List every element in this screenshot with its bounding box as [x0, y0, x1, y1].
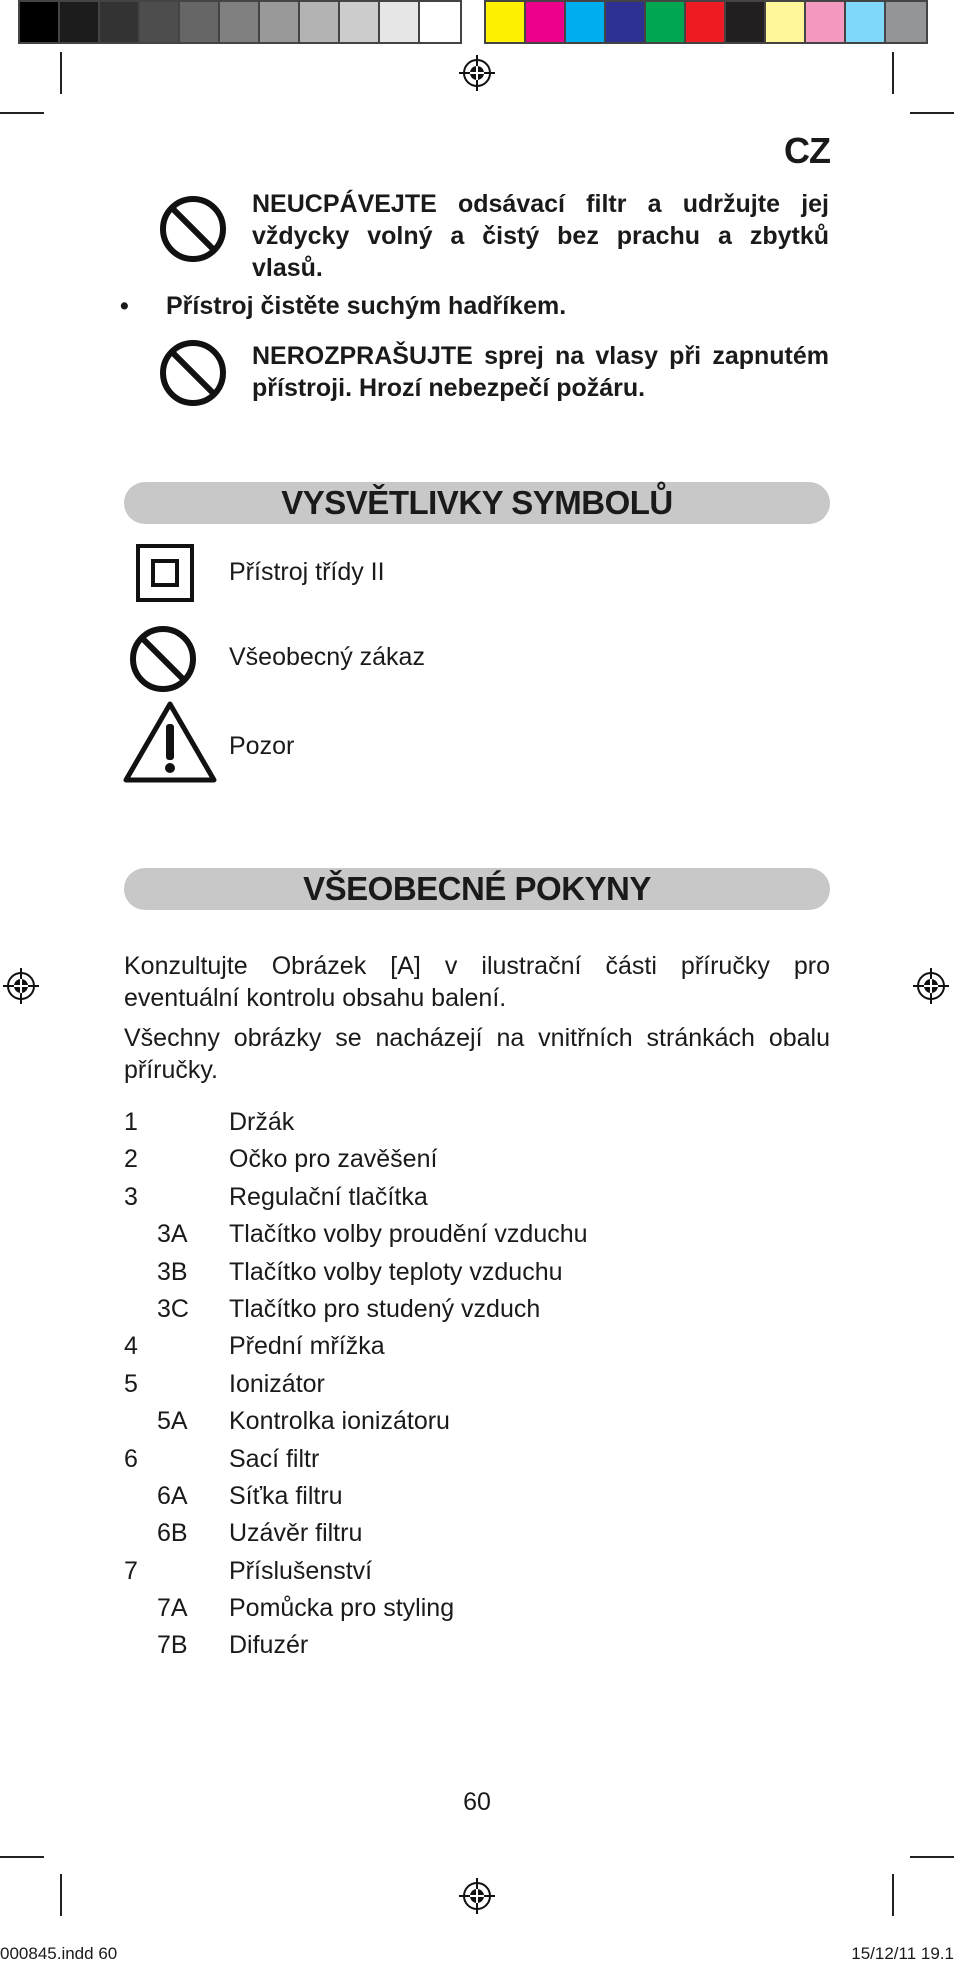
part-number: 3B	[157, 1257, 188, 1286]
list-item	[124, 1445, 830, 1482]
color-swatch	[686, 2, 726, 42]
crop-mark	[60, 1874, 62, 1916]
part-number: 3A	[157, 1220, 188, 1249]
list-item	[124, 1108, 830, 1145]
part-label: Očko pro zavěšení	[229, 1145, 438, 1174]
part-label: Tlačítko volby proudění vzduchu	[229, 1220, 588, 1249]
list-item	[124, 1220, 830, 1257]
list-item	[124, 1407, 830, 1444]
list-item	[124, 1519, 830, 1556]
gray-color-bar	[18, 0, 462, 44]
part-label: Držák	[229, 1108, 295, 1136]
part-label: Přední mřížka	[229, 1332, 385, 1361]
color-swatch	[20, 2, 60, 42]
part-number: 5A	[157, 1407, 188, 1436]
crop-mark	[60, 52, 62, 94]
color-swatch	[886, 2, 926, 42]
crop-mark	[892, 1874, 894, 1916]
part-number: 7	[124, 1556, 138, 1585]
part-number: 5	[124, 1369, 138, 1398]
color-swatch	[300, 2, 340, 42]
color-swatch	[846, 2, 886, 42]
color-swatch	[420, 2, 460, 42]
part-label: Difuzér	[229, 1631, 309, 1660]
part-label: Síťka filtru	[229, 1481, 343, 1510]
part-label: Pomůcka pro styling	[229, 1594, 455, 1623]
file-slug: 000845.indd 60	[0, 1944, 118, 1963]
part-number: 3C	[157, 1294, 189, 1323]
part-number: 6A	[157, 1481, 188, 1510]
color-swatch	[486, 2, 526, 42]
bullet-dot: •	[120, 292, 129, 320]
part-label: Příslušenství	[229, 1556, 373, 1585]
registration-mark-icon	[3, 968, 39, 1004]
color-swatch	[220, 2, 260, 42]
part-label: Uzávěr filtru	[229, 1519, 363, 1548]
page-number: 60	[463, 1788, 491, 1816]
prohibition-icon	[158, 338, 228, 408]
color-swatch	[526, 2, 566, 42]
list-item	[124, 1145, 830, 1182]
registration-mark-icon	[913, 968, 949, 1004]
class-ii-icon	[136, 544, 194, 602]
color-swatch	[380, 2, 420, 42]
symbols-section-heading	[124, 482, 830, 524]
list-item	[124, 1183, 830, 1220]
intro-paragraph-2: Všechny obrázky se nacházejí na vnitřních stránkách obalu příručky.	[124, 1024, 830, 1084]
crop-mark	[0, 1856, 44, 1858]
color-swatch	[260, 2, 300, 42]
list-item	[124, 1631, 830, 1668]
prohibition-icon	[158, 194, 228, 264]
color-swatch	[100, 2, 140, 42]
general-section-title: VŠEOBECNÉ POKYNY	[303, 870, 651, 907]
part-label: Kontrolka ionizátoru	[229, 1407, 450, 1436]
color-swatch	[140, 2, 180, 42]
part-label: Sací filtr	[229, 1444, 320, 1473]
part-number: 3	[124, 1182, 138, 1211]
filter-warning-text: NEUCPÁVEJTE odsávací filtr a udržujte jej vždycky volný a čistý bez prachu a zbytků vlasů.	[252, 190, 829, 282]
color-swatch	[766, 2, 806, 42]
list-item	[124, 1482, 830, 1519]
list-item	[124, 1594, 830, 1631]
part-number: 6	[124, 1444, 138, 1473]
symbol-label-prohibition: Všeobecný zákaz	[229, 643, 425, 671]
part-number: 7B	[157, 1631, 188, 1660]
crop-mark	[910, 1856, 954, 1858]
list-item	[124, 1332, 830, 1369]
crop-mark	[892, 52, 894, 94]
list-item	[124, 1295, 830, 1332]
registration-mark-icon	[459, 55, 495, 91]
color-swatch	[646, 2, 686, 42]
parts-list	[124, 1108, 830, 1669]
list-item	[124, 1557, 830, 1594]
cleaning-bullet	[120, 292, 566, 321]
part-number: 4	[124, 1332, 138, 1361]
warning-triangle-icon	[122, 700, 218, 784]
part-number: 1	[124, 1108, 138, 1136]
color-swatch	[726, 2, 766, 42]
color-swatch	[60, 2, 100, 42]
list-item	[124, 1370, 830, 1407]
process-color-bar	[484, 0, 928, 44]
symbol-label-warning: Pozor	[229, 732, 295, 760]
intro-paragraph-1: Konzultujte Obrázek [A] v ilustrační části příručky pro eventuální kontrolu obsahu balení.	[124, 952, 830, 1012]
crop-mark	[0, 112, 44, 114]
part-number: 2	[124, 1145, 138, 1174]
list-item	[124, 1258, 830, 1295]
part-label: Tlačítko pro studený vzduch	[229, 1294, 541, 1323]
crop-mark	[910, 112, 954, 114]
color-swatch	[340, 2, 380, 42]
symbol-label-class-ii: Přístroj třídy II	[229, 558, 385, 586]
part-label: Ionizátor	[229, 1369, 325, 1398]
color-swatch	[566, 2, 606, 42]
part-label: Regulační tlačítka	[229, 1182, 428, 1211]
part-number: 6B	[157, 1519, 188, 1548]
prohibition-icon	[128, 624, 198, 694]
symbols-section-title: VYSVĚTLIVKY SYMBOLŮ	[281, 484, 673, 521]
general-section-heading	[124, 868, 830, 910]
part-number: 7A	[157, 1594, 188, 1623]
color-swatch	[806, 2, 846, 42]
part-label: Tlačítko volby teploty vzduchu	[229, 1257, 563, 1286]
spray-warning-text: NEROZPRAŠUJTE sprej na vlasy při zapnutém přístroji. Hrozí nebezpečí požáru.	[252, 342, 829, 402]
language-code: CZ	[784, 130, 830, 171]
cleaning-bullet-text: Přístroj čistěte suchým hadříkem.	[166, 292, 567, 320]
color-swatch	[606, 2, 646, 42]
color-swatch	[180, 2, 220, 42]
registration-mark-icon	[459, 1878, 495, 1914]
date-slug: 15/12/11 19.1	[851, 1944, 954, 1963]
